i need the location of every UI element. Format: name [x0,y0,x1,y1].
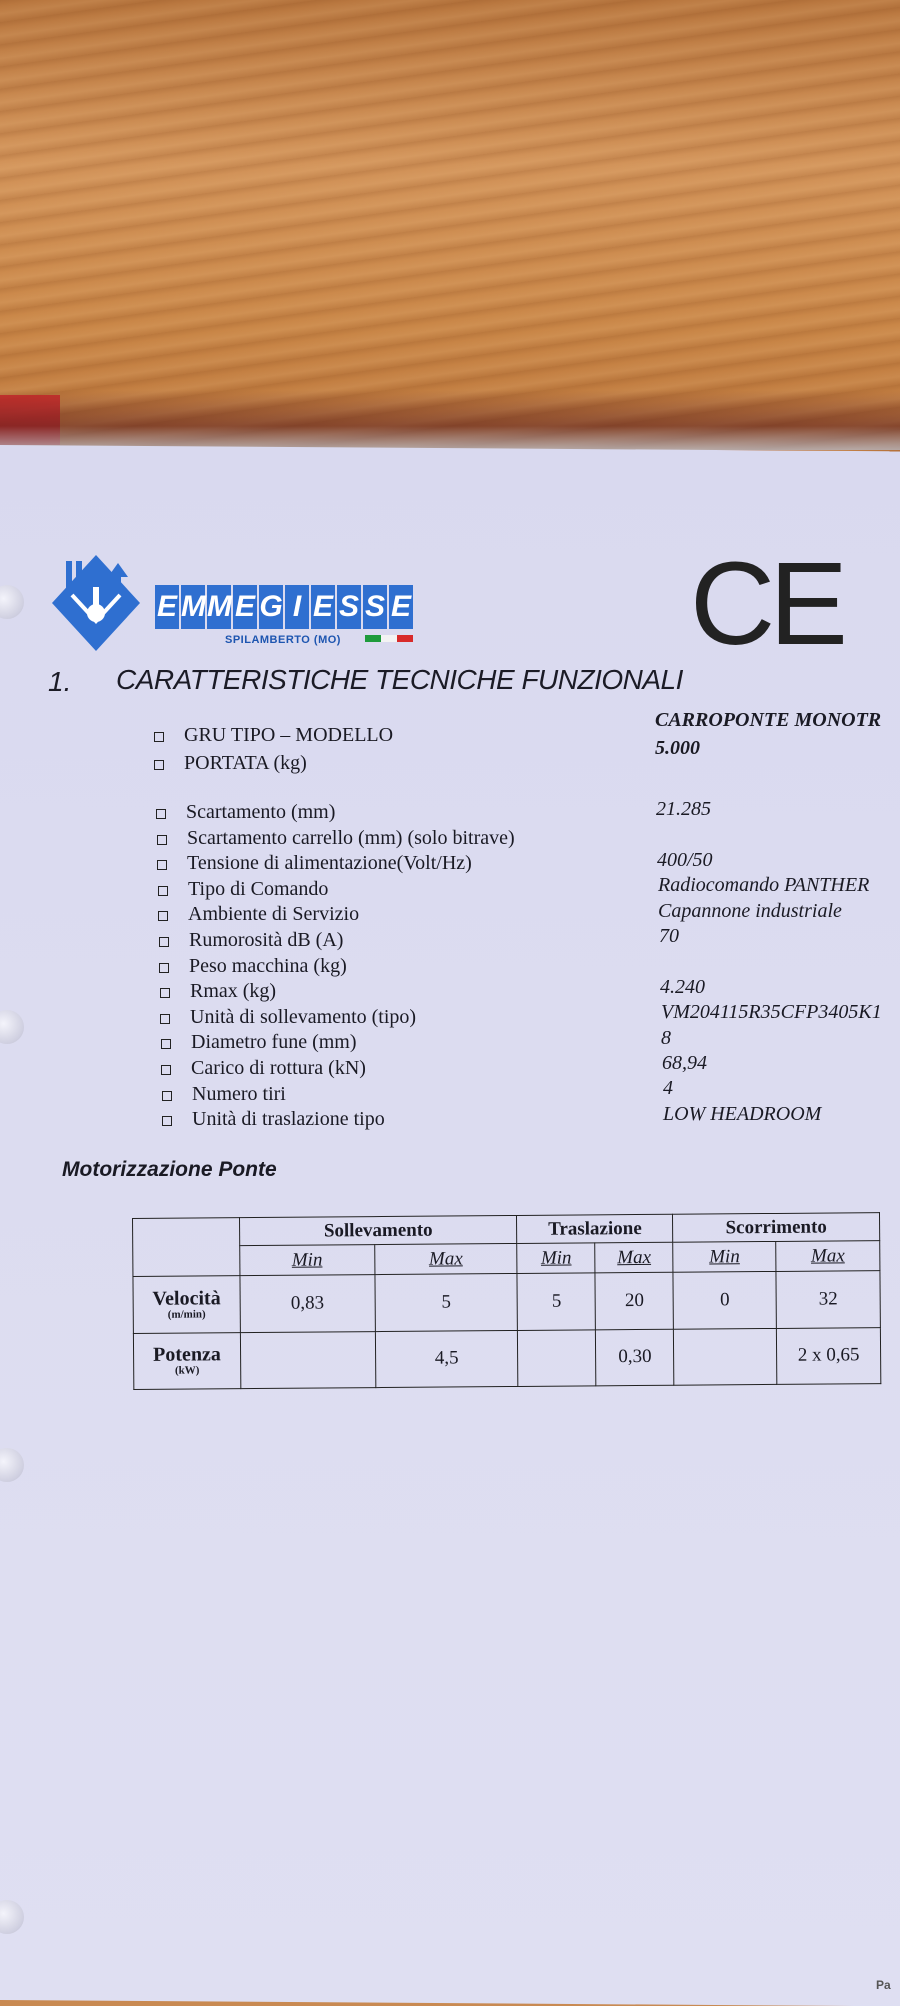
spec-label: Numero tiri [192,1083,286,1105]
max-header: Max [374,1244,517,1275]
checkbox-bullet-icon [160,988,170,998]
min-header: Min [517,1243,595,1274]
group-header: Sollevamento [239,1215,517,1245]
spec-label: GRU TIPO – MODELLO [184,724,394,746]
checkbox-bullet-icon [157,835,167,845]
section-title: CARATTERISTICHE TECNICHE FUNZIONALI [116,664,683,695]
logo-letter: M [181,585,205,629]
page-corner-text: Pa [876,1978,891,1992]
spec-label: Scartamento carrello (mm) (solo bitrave) [187,827,515,849]
max-header: Max [776,1241,880,1272]
checkbox-bullet-icon [154,732,164,742]
logo-letter: G [259,585,283,629]
table-cell: 20 [595,1273,673,1330]
spec-value: 21.285 [656,798,711,820]
table-corner [133,1218,240,1277]
flag-green [365,635,381,642]
flag-white [381,635,397,642]
spec-value: 68,94 [662,1052,707,1074]
logo-letter: S [363,585,387,629]
checkbox-bullet-icon [158,886,168,896]
spec-value: VM204115R35CFP3405K1 [661,1001,882,1023]
paper-shadow [0,390,900,450]
flag-red [397,635,413,642]
company-location: SPILAMBERTO (MO) [225,634,341,646]
row-header: Potenza (kW) [133,1332,240,1389]
table-cell [674,1328,777,1385]
checkbox-bullet-icon [161,1039,171,1049]
table-cell: 2 x 0,65 [776,1327,880,1384]
max-header: Max [595,1242,673,1273]
spec-label: Peso macchina (kg) [189,955,347,977]
motor-table [132,1212,881,1390]
ce-mark: CE [690,538,842,670]
spec-value: LOW HEADROOM [663,1103,822,1125]
logo-letter: I [285,585,309,629]
logo-letter: S [337,585,361,629]
spec-label: Unità di traslazione tipo [192,1108,385,1130]
table-cell: 4,5 [375,1330,518,1387]
table-cell: 5 [517,1273,595,1330]
spec-value: 5.000 [655,737,700,759]
table-cell: 0,30 [596,1329,674,1386]
table-cell: 0 [673,1272,776,1329]
checkbox-bullet-icon [160,1014,170,1024]
checkbox-bullet-icon [154,760,164,770]
spec-value: 8 [661,1027,671,1049]
checkbox-bullet-icon [158,911,168,921]
row-header: Velocità (m/min) [133,1276,240,1333]
spec-label: Rmax (kg) [190,980,277,1002]
table-cell: 0,83 [240,1275,375,1332]
motor-heading: Motorizzazione Ponte [62,1158,277,1181]
spec-label: Rumorosità dB (A) [189,929,344,951]
table-cell: 5 [375,1274,518,1331]
table-cell: 32 [776,1271,880,1328]
spec-value: CARROPONTE MONOTR [655,709,882,731]
spec-label: Tensione di alimentazione(Volt/Hz) [187,852,472,874]
checkbox-bullet-icon [156,809,166,819]
table-row [133,1271,880,1333]
spec-label: Scartamento (mm) [186,801,336,823]
table-cell [518,1330,596,1387]
spec-value: 70 [659,925,679,947]
spec-label: Diametro fune (mm) [191,1031,357,1053]
group-header: Traslazione [517,1214,673,1243]
spec-value: 4 [663,1077,673,1099]
table-cell [240,1331,375,1388]
logo-letter: M [207,585,231,629]
logo-letter: E [233,585,257,629]
checkbox-bullet-icon [161,1065,171,1075]
checkbox-bullet-icon [162,1116,172,1126]
spec-label: Unità di sollevamento (tipo) [190,1006,417,1028]
checkbox-bullet-icon [157,860,167,870]
spec-label: PORTATA (kg) [184,752,307,774]
spec-value: Radiocomando PANTHER [658,874,870,896]
logo-letter: E [389,585,413,629]
logo-letter: E [311,585,335,629]
spec-value: Capannone industriale [658,900,842,922]
spec-label: Ambiente di Servizio [188,903,360,925]
spec-label: Tipo di Comando [188,878,329,900]
min-header: Min [673,1242,776,1273]
spec-value: 400/50 [657,849,713,871]
section-number: 1. [48,666,72,697]
min-header: Min [240,1245,375,1276]
checkbox-bullet-icon [162,1091,172,1101]
spec-value: 4.240 [660,976,705,998]
checkbox-bullet-icon [159,937,169,947]
table-row [133,1327,880,1389]
company-logo-wordmark [155,585,417,633]
logo-letter: E [155,585,179,629]
group-header: Scorrimento [673,1213,880,1243]
crane-logo-icon [52,555,140,651]
checkbox-bullet-icon [159,963,169,973]
spec-label: Carico di rottura (kN) [191,1057,366,1079]
